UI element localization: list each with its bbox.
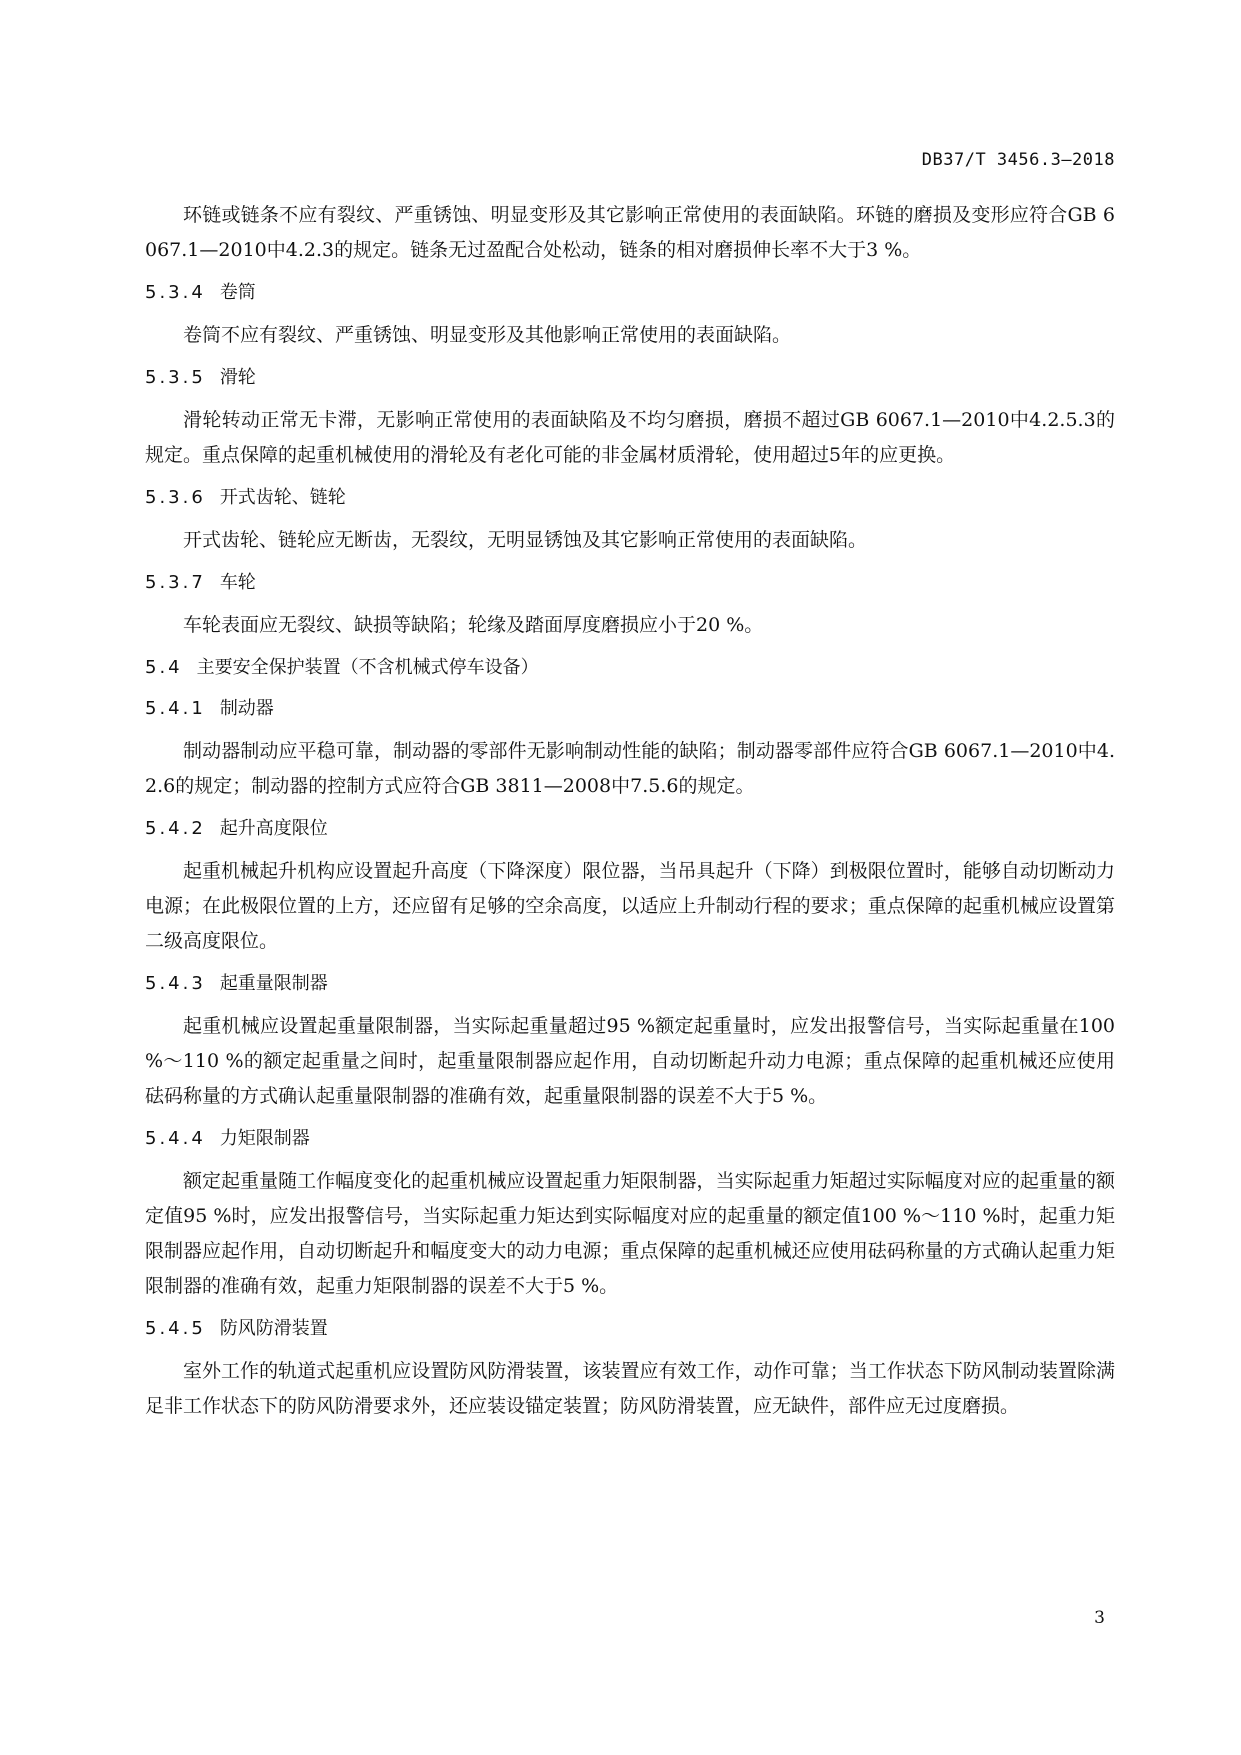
paragraph: 额定起重量随工作幅度变化的起重机械应设置起重力矩限制器，当实际起重力矩超过实际幅度对应的起重量的额定值95 %时，应发出报警信号，当实际起重力矩达到实际幅度对应的起重量的额定值100 %～110 %时，起重力矩限制器应起作用，自动切断起升和幅度变大的动力电源；重点保障的起重机械还应使用砝码称量的方式确认起重力矩限制器的准确有效，起重力矩限制器的误差不大于5 %。: [145, 1170, 1115, 1297]
paragraph: 起重机械起升机构应设置起升高度（下降深度）限位器，当吊具起升（下降）到极限位置时，能够自动切断动力电源；在此极限位置的上方，还应留有足够的空余高度，以适应上升制动行程的要求；重点保障的起重机械应设置第二级高度限位。: [145, 860, 1115, 952]
section-heading-5-3-7: [145, 567, 1115, 599]
section-title: 起重量限制器: [219, 973, 328, 994]
section-heading-5-4-4: [145, 1123, 1115, 1155]
section-heading-5-4-1: [145, 693, 1115, 725]
section-heading-5-3-6: [145, 482, 1115, 514]
paragraph: 制动器制动应平稳可靠，制动器的零部件无影响制动性能的缺陷；制动器零部件应符合GB 6067.1—2010中4.2.6的规定；制动器的控制方式应符合GB 3811—2008中7.5.6的规定。: [145, 740, 1115, 797]
section-title: 车轮: [219, 572, 256, 593]
paragraph: 滑轮转动正常无卡滞，无影响正常使用的表面缺陷及不均匀磨损，磨损不超过GB 6067.1—2010中4.2.5.3的规定。重点保障的起重机械使用的滑轮及有老化可能的非金属材质滑轮，使用超过5年的应更换。: [145, 409, 1115, 466]
document-body: [145, 198, 1115, 1424]
section-number: 5.4.5: [145, 1318, 206, 1339]
section-heading-5-4-2: [145, 813, 1115, 845]
section-heading-5-4-3: [145, 968, 1115, 1000]
section-number: 5.4.1: [145, 698, 206, 719]
section-heading-5-3-4: [145, 277, 1115, 309]
section-number: 5.4.4: [145, 1128, 206, 1149]
section-title: 制动器: [219, 698, 274, 719]
section-title: 滑轮: [219, 367, 256, 388]
document-code: DB37/T 3456.3—2018: [921, 150, 1115, 170]
section-title: 卷筒: [219, 282, 256, 303]
section-number: 5.4.2: [145, 818, 206, 839]
section-number: 5.4.3: [145, 973, 206, 994]
section-number: 5.3.6: [145, 487, 206, 508]
section-number: 5.3.7: [145, 572, 206, 593]
section-number: 5.3.4: [145, 282, 206, 303]
paragraph: 起重机械应设置起重量限制器，当实际起重量超过95 %额定起重量时，应发出报警信号，当实际起重量在100 %～110 %的额定起重量之间时，起重量限制器应起作用，自动切断起升动力电源；重点保障的起重机械还应使用砝码称量的方式确认起重量限制器的准确有效，起重量限制器的误差不大于5 %。: [145, 1015, 1115, 1107]
section-heading-5-4-5: [145, 1313, 1115, 1345]
section-heading-5-3-5: [145, 362, 1115, 394]
section-heading-5-4: [145, 652, 1115, 684]
section-number: 5.4: [145, 657, 183, 678]
paragraph: 环链或链条不应有裂纹、严重锈蚀、明显变形及其它影响正常使用的表面缺陷。环链的磨损及变形应符合GB 6067.1—2010中4.2.3的规定。链条无过盈配合处松动，链条的相对磨损伸长率不大于3 %。: [145, 204, 1115, 261]
paragraph: 室外工作的轨道式起重机应设置防风防滑装置，该装置应有效工作，动作可靠；当工作状态下防风制动装置除满足非工作状态下的防风防滑要求外，还应装设锚定装置；防风防滑装置，应无缺件，部件应无过度磨损。: [145, 1360, 1115, 1417]
section-number: 5.3.5: [145, 367, 206, 388]
paragraph: 车轮表面应无裂纹、缺损等缺陷；轮缘及踏面厚度磨损应小于20 %。: [183, 614, 764, 636]
paragraph: 开式齿轮、链轮应无断齿，无裂纹，无明显锈蚀及其它影响正常使用的表面缺陷。: [183, 529, 868, 551]
section-title: 防风防滑装置: [219, 1318, 328, 1339]
section-title: 起升高度限位: [219, 818, 328, 839]
paragraph: 卷筒不应有裂纹、严重锈蚀、明显变形及其他影响正常使用的表面缺陷。: [183, 324, 792, 346]
section-title: 主要安全保护装置（不含机械式停车设备）: [196, 657, 539, 678]
section-title: 力矩限制器: [219, 1128, 310, 1149]
page-number: 3: [1094, 1608, 1105, 1628]
section-title: 开式齿轮、链轮: [219, 487, 346, 508]
